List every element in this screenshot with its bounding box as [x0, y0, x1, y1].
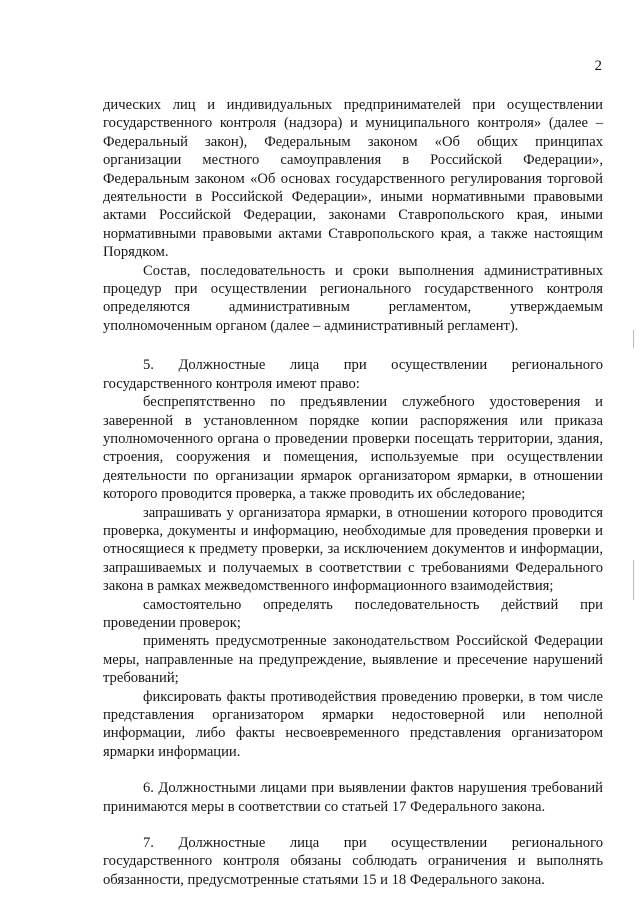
paragraph-right-record: фиксировать факты противодействия проведению проверки, в том числе представления организатором ярмарки недостоверной или неполной информации, либо факты несвоевременного представления организатором ярмарки информации. [103, 688, 603, 760]
paragraph-right-request: запрашивать у организатора ярмарки, в отношении которого проводится проверка, документы и информацию, необходимые для проведения проверки и относящиеся к предмету проверки, за исключением документов и информации, запрашиваемых и получаемых в соответствии с требованиями Федерального закона в рамках межведомственного информационного взаимодействия; [103, 504, 603, 595]
document-body [103, 96, 603, 889]
paragraph-right-measures: применять предусмотренные законодательством Российской Федерации меры, направленные на предупреждение, выявление и пресечение нарушений требований; [103, 633, 603, 687]
page-number: 2 [594, 58, 602, 74]
paragraph-right-visit: беспрепятственно по предъявлении служебного удостоверения и заверенной в установленном порядке копии распоряжения или приказа уполномоченного органа о проведении проверки посещать территории, здания, строения, сооружения и помещения, используемые при осуществлении деятельности по организации ярмарок организатором ярмарки, в отношении которого проводится проверка, а также проводить их обследование; [103, 394, 603, 503]
paragraph-procedures: Состав, последовательность и сроки выполнения административных процедур при осуществлении регионального государственного контроля определяются административным регламентом, утверждаемым уполномоченным органом (далее – административный регламент). [103, 262, 603, 334]
paragraph-continuation: дических лиц и индивидуальных предпринимателей при осуществлении государственного контроля (надзора) и муниципального контроля» (далее – Федеральный закон), Федеральным законом «Об общих принципах организации местного самоуправления в Российской Федерации», Федеральным законом «Об основах государственного регулирования торговой деятельности в Российской Федерации», иными нормативными правовыми актами Российской Федерации, законами Ставропольского края, иными нормативными правовыми актами Ставропольского края, а также настоящим Порядком. [103, 97, 603, 261]
scan-edge-mark [633, 330, 634, 348]
scan-edge-mark [633, 560, 634, 600]
paragraph-clause-6: 6. Должностными лицами при выявлении фактов нарушения требований принимаются меры в соответствии со статьей 17 Федерального закона. [103, 780, 603, 815]
paragraph-clause-7: 7. Должностные лица при осуществлении регионального государственного контроля обязаны соблюдать ограничения и выполнять обязанности, предусмотренные статьями 15 и 18 Федерального закона. [103, 835, 603, 888]
paragraph-clause-5: 5. Должностные лица при осуществлении регионального государственного контроля имеют право: [103, 357, 603, 392]
paragraph-right-sequence: самостоятельно определять последовательность действий при проведении проверок; [103, 596, 603, 631]
